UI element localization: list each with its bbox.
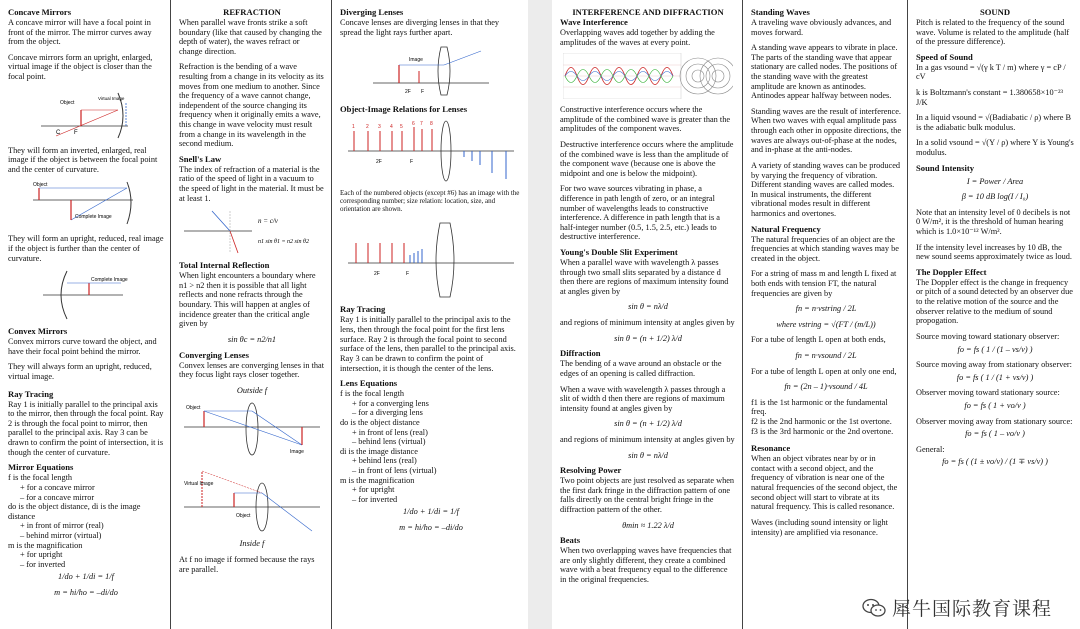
number-label: 7 [420, 121, 423, 128]
column-mirrors [0, 0, 170, 629]
heading-lens-equations: Lens Equations [340, 378, 398, 389]
string-velocity-formula: where vstring = √(FT / (m/L)) [776, 319, 876, 329]
heading-doppler-effect: The Doppler Effect [916, 266, 987, 277]
harmonic-line: f2 is the 2nd harmonic or the 1st overtone. [751, 417, 892, 427]
text: and regions of minimum intensity at angles given by [560, 434, 735, 444]
list-item: – for inverted [352, 494, 398, 504]
snell-eq-2: n1 sin θ1 = n2 sin θ2 [258, 239, 309, 246]
f-label: F [410, 159, 414, 166]
young-max-formula: sin θ = nλ/d [628, 302, 668, 312]
list-item: do is the object distance, di is the image distance [8, 502, 141, 521]
text: They will form an inverted, enlarged, real image if the object is between the focal point and the center of curvature. [8, 145, 158, 174]
mirror-equation-formula: 1/do + 1/di = 1/f [58, 572, 114, 582]
caption: Each of the numbered objects (except #6) has an image with the corresponding number; size relation: location, size, and orientation are shown. [340, 189, 520, 214]
doppler-formula: fo = fs ( 1 + vo/v ) [964, 400, 1026, 410]
complete-image-label: Complete Image [75, 214, 112, 221]
2f-label: 2F [376, 159, 382, 166]
list-item: di is the image distance [340, 446, 418, 456]
list-item: + for upright [20, 550, 63, 560]
intensity-formula: I = Power / Area [966, 176, 1024, 186]
list-item: + for upright [352, 485, 395, 495]
heading-diffraction: Diffraction [560, 348, 601, 359]
text: Pitch is related to the frequency of the sound wave. Volume is related to the amplitude (half of the pressure difference). [916, 17, 1070, 47]
text: Convex lenses are converging lenses in that they focus light rays closer together. [179, 360, 325, 380]
number-label: 8 [430, 121, 433, 128]
young-min-formula: sin θ = (n + 1/2) λ/d [614, 333, 682, 343]
interference-figure [563, 53, 733, 99]
doppler-formula: fo = fs ( 1 / (1 – vs/v) ) [957, 344, 1033, 354]
object-label: Object [236, 513, 251, 520]
doppler-formula: fo = fs ( 1 – vo/v ) [965, 429, 1025, 439]
magnification-formula: m = hi/ho = –di/do [399, 523, 463, 532]
list-item: + in front of mirror (real) [20, 521, 104, 531]
text: In a solid vsound = √(Y / ρ) where Y is Young's modulus. [916, 138, 1074, 158]
heading-diverging-lenses: Diverging Lenses [340, 7, 404, 17]
closed-tube-formula: fn = (2n – 1)·vsound / 4L [784, 382, 868, 392]
watermark-text: 犀牛国际教育课程 [891, 598, 1052, 620]
doppler-case-label: General: [916, 444, 945, 454]
decibel-formula: β = 10 dB log(I / I₀) [961, 192, 1029, 202]
heading-resonance: Resonance [751, 443, 791, 454]
f-label: F [406, 271, 410, 278]
text: They will form an upright, reduced, real image if the object is further than the center of curvature. [8, 234, 164, 263]
text: The index of refraction of a material is the ratio of the speed of light in a vacuum to the speed of light in the material. It must be at least 1. [179, 164, 324, 203]
column-lenses [332, 0, 528, 629]
text: A variety of standing waves can be produced by varying the frequency of vibration. Different standing waves are called modes. In musical instruments, the different vibrational modes result in different harmonics and overtones. [751, 160, 901, 218]
text: A traveling wave obviously advances, and moves forward. [751, 17, 892, 37]
number-label: 6 [412, 121, 415, 128]
snell-diagram [182, 209, 322, 255]
concave-mirror-diagram-3 [41, 269, 131, 321]
wechat-icon [862, 598, 886, 618]
list-item: m is the magnification [340, 475, 415, 485]
text: When light encounters a boundary where n1 > n2 then it is possible that all light reflects and none refracts through the boundary. This will happen at angles of incidence greater than the critical angle given by [179, 271, 316, 329]
lens-equation-formula: 1/do + 1/di = 1/f [403, 507, 459, 517]
list-item: + for a converging lens [352, 398, 429, 408]
inside-f-label: Inside f [239, 539, 265, 549]
list-item: f is the focal length [340, 389, 405, 399]
text: Two point objects are just resolved as separate when the first dark fringe in the diffraction pattern of one falls directly on the central bright fringe in the diffraction pattern of the other. [560, 476, 735, 514]
text: Ray 1 is initially parallel to the principal axis to the lens, then through the focal point for the first lens surface. Ray 2 is through the focal point to second surface of the lens, then parallel to the principal axis. Ray 3 can be drawn to confirm the point of intersection, it is though the center of the lens. [340, 315, 516, 373]
f-label: F [421, 89, 425, 96]
text: For a tube of length L open at only one end, [751, 366, 897, 376]
text: When parallel wave fronts strike a soft boundary (like that caused by changing the depth of water), the waves refract or change direction. [179, 17, 322, 56]
watermark [862, 594, 1052, 621]
list-item: + for a concave mirror [20, 482, 95, 492]
list-item: – behind lens (virtual) [352, 437, 426, 447]
2f-label: 2F [405, 89, 411, 96]
page-gap [528, 0, 552, 629]
diffraction-min-formula: sin θ = nλ/d [628, 450, 668, 460]
critical-angle-formula: sin θc = n2/n1 [227, 334, 277, 344]
heading-total-internal-reflection: Total Internal Reflection [179, 260, 270, 271]
image-label: Image [290, 449, 304, 456]
diverging-lens-diagram [371, 43, 491, 99]
number-label: 1 [352, 124, 355, 131]
doppler-formula: fo = fs ( (1 ± vo/v) / (1 ∓ vs/v) ) [942, 457, 1048, 467]
list-item: – for a concave mirror [20, 492, 95, 502]
object-label: Object [33, 182, 48, 189]
heading-ray-tracing: Ray Tracing [8, 388, 54, 399]
heading-youngs-double-slit: Young's Double Slit Experiment [560, 247, 678, 258]
heading-mirror-equations: Mirror Equations [8, 462, 74, 473]
number-label: 2 [366, 124, 369, 131]
text: A concave mirror will have a focal point in front of the mirror. The mirror curves away from the object. [8, 17, 152, 47]
converging-lens-inside-diagram [182, 463, 322, 533]
object-image-diagram-2 [346, 219, 516, 299]
list-item: – for inverted [20, 559, 66, 569]
text: The bending of a wave around an obstacle or the edges of an opening is called diffraction. [560, 359, 722, 378]
list-item: f is the focal length [8, 473, 73, 483]
resolving-power-formula: θmin ≈ 1.22 λ/d [622, 520, 674, 530]
text: When an object vibrates near by or in contact with a second object, and the frequency of vibration is near one of the natural frequencies of the second object, the second object will start to vibrate at its natural frequency. This is called resonance. [751, 454, 898, 512]
heading-resolving-power: Resolving Power [560, 465, 622, 476]
open-tube-formula: fn = n·vsound / 2L [795, 351, 857, 360]
magnification-formula: m = hi/ho = –di/do [54, 587, 118, 597]
text: In a liquid vsound = √(Badiabatic / ρ) where B is the adiabatic bulk modulus. [916, 113, 1072, 132]
text: Standing waves are the result of interference. When two waves with equal amplitude pass through each other in opposite directions, the waves are always out-of-phase at the nodes, and in-phase at the anti-nodes. [751, 106, 901, 155]
image-label: Image [409, 57, 423, 64]
text: Constructive interference occurs where the amplitude of the combined wave is greater than the amplitudes of the component waves. [560, 105, 731, 134]
heading-refraction: REFRACTION [223, 7, 281, 17]
heading-sound-intensity: Sound Intensity [916, 162, 975, 173]
column-refraction [171, 0, 331, 629]
converging-lens-outside-diagram [182, 401, 322, 457]
heading-sound: SOUND [979, 7, 1011, 17]
text: At f no image if formed because the rays are parallel. [179, 554, 315, 574]
heading-object-image-relations: Object-Image Relations for Lenses [340, 104, 468, 115]
string-frequency-formula: fn = n·vstring / 2L [795, 304, 857, 314]
number-label: 3 [378, 124, 381, 131]
text: The natural frequencies of an object are the frequencies at which standing waves may be created in the object. [751, 234, 899, 263]
snell-eq-1: n = c/v [258, 217, 278, 226]
text: The Doppler effect is the change in frequency or pitch of a sound detected by an observer due to the relative motion of the source and the observer relative to the medium of sound propogation. [916, 277, 1073, 326]
text: When a wave with wavelength λ passes through a slit of width d then there are regions of maximum intensity found at angles given by [560, 384, 726, 413]
list-item: do is the object distance [340, 417, 420, 427]
number-label: 5 [400, 124, 403, 131]
text: Waves (including sound intensity or light intensity) are amplified via resonance. [751, 517, 888, 537]
list-item: – behind mirror (virtual) [20, 530, 102, 540]
text: When a parallel wave with wavelength λ passes through two small slits separated by a distance d then there are regions of maximum intensity found at angles given by [560, 258, 729, 296]
text: Refraction is the bending of a wave resulting from a change in its velocity as its moves from one medium to another. Since the frequency of a wave cannot change, independent of the source changing its frequency when it originally emits a wave, this change in wave velocity must result from a change in its wavelength in the second medium. [179, 62, 324, 149]
column-interference [552, 0, 742, 629]
text: k is Boltzmann's constant = 1.380658×10⁻²³ J/K [916, 87, 1063, 107]
harmonic-line: f3 is the 3rd harmonic or the 2nd overtone. [751, 426, 894, 436]
text: They will always form an upright, reduced, virtual image. [8, 362, 152, 382]
list-item: + behind lens (real) [352, 456, 417, 466]
text: In a gas vsound = √(γ k T / m) where γ = cP / cV [916, 62, 1066, 82]
heading-convex-mirrors: Convex Mirrors [8, 326, 68, 337]
heading-standing-waves: Standing Waves [751, 7, 810, 17]
virtual-image-label: Virtual Image [98, 95, 125, 101]
heading-snells-law: Snell's Law [179, 153, 222, 164]
object-image-diagram [346, 119, 516, 183]
text: For a tube of length L open at both ends, [751, 335, 886, 345]
virtual-image-label: Virtual Image [184, 481, 214, 488]
text: Overlapping waves add together by adding the amplitudes of the waves at every point. [560, 27, 715, 47]
text: Destructive interference occurs where the amplitude of the combined wave is less than the amplitude of the component wave (because one is above the midpoint and one is below the midpoint). [560, 139, 734, 178]
concave-mirror-diagram-2 [31, 180, 141, 228]
list-item: m is the magnification [8, 540, 83, 550]
text: For a string of mass m and length L fixed at both ends with tension FT, the natural frequencies are given by [751, 269, 897, 298]
text: and regions of minimum intensity at angles given by [560, 318, 735, 328]
heading-speed-of-sound: Speed of Sound [916, 51, 973, 62]
heading-concave-mirrors: Concave Mirrors [8, 7, 72, 17]
c-label: C [56, 129, 61, 136]
doppler-case-label: Observer moving toward stationary source: [916, 388, 1060, 398]
page-left [0, 0, 528, 629]
heading-wave-interference: Wave Interference [560, 16, 628, 27]
text: Concave lenses are diverging lenses in that they spread the light rays further apart. [340, 17, 500, 37]
text: A standing wave appears to vibrate in place. The parts of the standing wave that appear stationary are called nodes. The positions of the standing wave with the greatest amplitude are known as antinodes. Antinodes appear halfway between nodes. [751, 43, 898, 101]
heading-natural-frequency: Natural Frequency [751, 223, 821, 234]
number-label: 4 [390, 124, 393, 131]
heading-ray-tracing: Ray Tracing [340, 304, 386, 315]
heading-interference-diffraction: INTERFERENCE AND DIFFRACTION [572, 7, 724, 17]
concave-mirror-diagram-1 [36, 88, 136, 140]
f-label: F [74, 129, 78, 136]
doppler-case-label: Source moving away from stationary observer: [916, 360, 1072, 370]
outside-f-label: Outside f [236, 385, 268, 395]
column-sound [908, 0, 1080, 629]
doppler-formula: fo = fs ( 1 / (1 + vs/v) ) [956, 372, 1034, 382]
complete-image-label: Complete Image [91, 277, 128, 284]
text: Convex mirrors curve toward the object, and have their focal point behind the mirror. [8, 337, 157, 356]
text: For two wave sources vibrating in phase, a difference in path length of zero, or an integral number of wavelengths leads to constructive interference. A difference in path length that is a half-integer number (0.5, 1.5, 2.5, etc.) leads to destructive interference. [560, 184, 720, 242]
doppler-case-label: Observer moving away from stationary source: [916, 416, 1073, 426]
text: Ray 1 is initially parallel to the principal axis to the mirror, then through the focal point. Ray 2 is through the focal point to mirror, then parallel to the principal axis. Ray 3 can be drawn to confirm the point of intersection, it is though the center of curvature. [8, 399, 164, 457]
object-label: Object [186, 405, 201, 412]
text: If the intensity level increases by 10 dB, the new sound seems approximately twice as loud. [916, 242, 1072, 262]
heading-beats: Beats [560, 535, 581, 546]
text: Note that an intensity level of 0 decibels is not 0 W/m², it is the threshold of human hearing which is 1.0×10⁻¹² W/m². [916, 207, 1071, 237]
doppler-case-label: Source moving toward stationary observer: [916, 331, 1060, 341]
page-right [552, 0, 1080, 629]
column-standing-waves [743, 0, 907, 629]
text: Concave mirrors form an upright, enlarged, virtual image if the object is closer than the focal point. [8, 52, 153, 82]
list-item: – for a diverging lens [352, 408, 423, 418]
heading-converging-lenses: Converging Lenses [179, 349, 249, 360]
diffraction-max-formula: sin θ = (n + 1/2) λ/d [614, 419, 682, 429]
2f-label: 2F [374, 271, 380, 278]
harmonic-line: f1 is the 1st harmonic or the fundamental freq. [751, 397, 888, 417]
object-label: Object [60, 99, 75, 106]
text: When two overlapping waves have frequencies that are only slightly different, they create a combined wave with a beat frequency equal to the difference in the original frequencies. [560, 546, 732, 584]
list-item: – in front of lens (virtual) [352, 465, 437, 475]
list-item: + in front of lens (real) [352, 427, 428, 437]
